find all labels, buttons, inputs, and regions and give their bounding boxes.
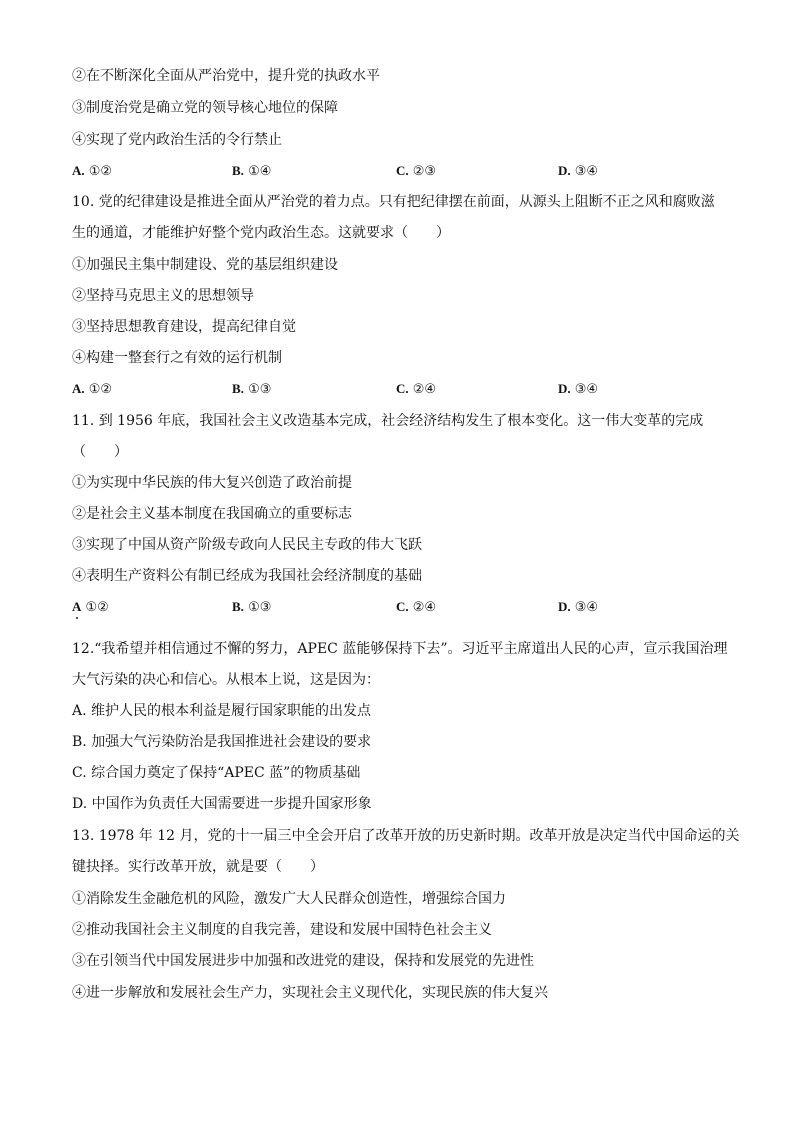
q12-option-c: C. 综合国力奠定了保持“APEC 蓝”的物质基础: [72, 765, 361, 781]
q11-statement-4: ④表明生产资料公有制已经成为我国社会经济制度的基础: [72, 568, 422, 584]
q11-option-d: D. ③④: [558, 599, 599, 615]
q13-stem-line-1: 13. 1978 年 12 月，党的十一届三中全会开启了改革开放的历史新时期。改革开放是决定当代中国命运的关: [72, 828, 740, 844]
q10-options: [72, 380, 732, 398]
q13-statement-1: ①消除发生金融危机的风险，激发广大人民群众创造性，增强综合国力: [72, 891, 506, 907]
q10-option-b: B. ①③: [232, 381, 272, 397]
q13-statement-2: ②推动我国社会主义制度的自我完善，建设和发展中国特色社会主义: [72, 922, 492, 938]
stray-mark: [76, 617, 78, 619]
q11-option-c: C. ②④: [396, 599, 437, 615]
q12-option-b: B. 加强大气污染防治是我国推进社会建设的要求: [72, 734, 372, 750]
q9-option-c: C. ②③: [396, 163, 437, 179]
q9-options: [72, 162, 732, 180]
q9-option-a: A. ①②: [72, 163, 113, 179]
q10-option-c: C. ②④: [396, 381, 437, 397]
q12-option-a: A. 维护人民的根本利益是履行国家职能的出发点: [72, 703, 372, 719]
q11-stem-line-2: （ ）: [72, 444, 128, 460]
q10-statement-4: ④构建一整套行之有效的运行机制: [72, 350, 282, 366]
q11-statement-3: ③实现了中国从资产阶级专政向人民民主专政的伟大飞跃: [72, 537, 422, 553]
q11-options: [72, 598, 732, 616]
q10-option-d: D. ③④: [558, 381, 599, 397]
q10-option-a: A. ①②: [72, 381, 113, 397]
q11-option-b: B. ①③: [232, 599, 272, 615]
q13-stem-line-2: 键抉择。实行改革开放，就是要（ ）: [72, 859, 324, 875]
q12-stem-line-2: 大气污染的决心和信心。从根本上说，这是因为：: [72, 672, 380, 688]
q10-statement-3: ③坚持思想教育建设，提高纪律自觉: [72, 319, 296, 335]
q9-statement-4: ④实现了党内政治生活的令行禁止: [72, 132, 282, 148]
q10-statement-1: ①加强民主集中制建设、党的基层组织建设: [72, 257, 338, 273]
q10-stem-line-2: 生的通道，才能维护好整个党内政治生态。这就要求（ ）: [72, 225, 450, 241]
q11-statement-2: ②是社会主义基本制度在我国确立的重要标志: [72, 506, 352, 522]
q13-statement-4: ④进一步解放和发展社会生产力，实现社会主义现代化，实现民族的伟大复兴: [72, 985, 548, 1001]
q9-statement-3: ③制度治党是确立党的领导核心地位的保障: [72, 100, 338, 116]
q11-option-a: A ①②: [72, 599, 109, 615]
q12-stem-line-1: 12.“我希望并相信通过不懈的努力，APEC 蓝能够保持下去”。习近平主席道出人民的心声，宣示我国治理: [72, 641, 728, 657]
q13-statement-3: ③在引领当代中国发展进步中加强和改进党的建设，保持和发展党的先进性: [72, 953, 534, 969]
q11-statement-1: ①为实现中华民族的伟大复兴创造了政治前提: [72, 475, 352, 491]
q11-stem-line-1: 11. 到 1956 年底，我国社会主义改造基本完成，社会经济结构发生了根本变化。这一伟大变革的完成: [72, 413, 704, 429]
q12-option-d: D. 中国作为负责任大国需要进一步提升国家形象: [72, 796, 372, 812]
q9-option-b: B. ①④: [232, 163, 272, 179]
q10-stem-line-1: 10. 党的纪律建设是推进全面从严治党的着力点。只有把纪律摆在前面，从源头上阻断不正之风和腐败滋: [72, 194, 715, 210]
q10-statement-2: ②坚持马克思主义的思想领导: [72, 288, 254, 304]
q9-statement-2: ②在不断深化全面从严治党中，提升党的执政水平: [72, 68, 380, 84]
q9-option-d: D. ③④: [558, 163, 599, 179]
